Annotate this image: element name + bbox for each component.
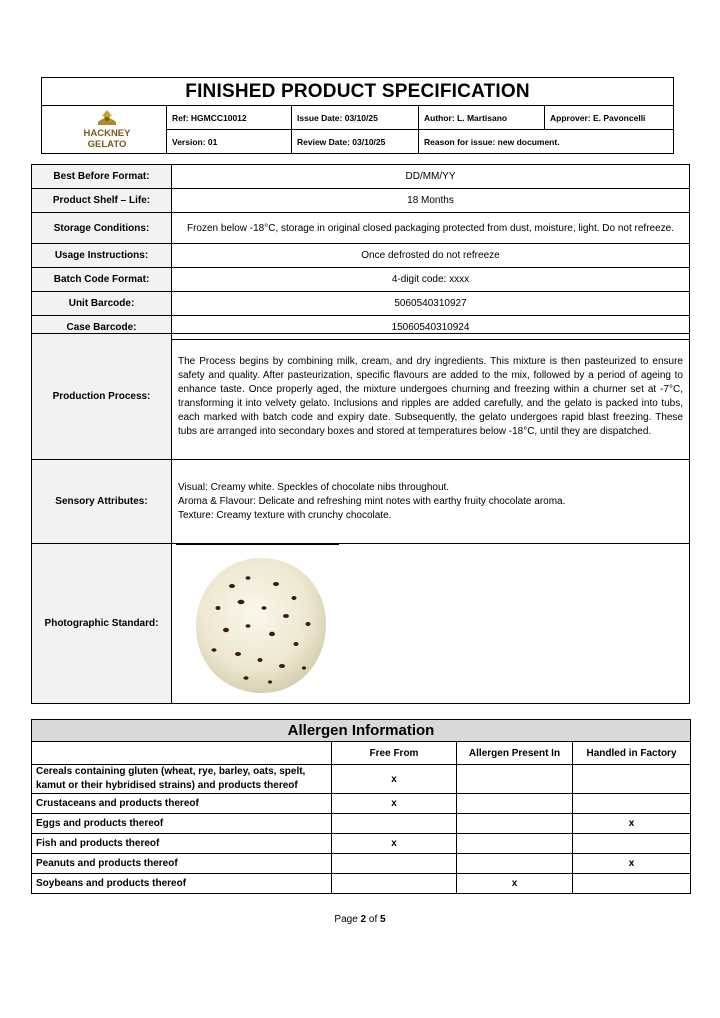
of-word: of [368, 914, 378, 925]
sensory-label: Sensory Attributes: [32, 460, 172, 544]
approver-field: Approver: E. Pavoncelli [545, 106, 674, 130]
allergen-header-blank [32, 742, 332, 765]
present-in-mark [457, 834, 573, 854]
spec-label: Best Before Format: [32, 165, 172, 189]
gelato-scoop-image [186, 550, 336, 700]
issue-date-field: Issue Date: 03/10/25 [292, 106, 419, 130]
allergen-name: Soybeans and products thereof [32, 874, 332, 894]
free-from-mark: x [332, 765, 457, 794]
spec-value: Frozen below -18°C, storage in original closed packaging protected from dust, moisture, light. Do not refreeze. [172, 213, 690, 244]
photo-row [32, 544, 690, 704]
present-in-mark [457, 794, 573, 814]
handled-mark [573, 874, 691, 894]
spec-value: 18 Months [172, 189, 690, 213]
spec-value: Once defrosted do not refreeze [172, 244, 690, 268]
spec-label: Unit Barcode: [32, 292, 172, 316]
page-current: 2 [360, 914, 367, 925]
production-row [32, 334, 690, 460]
header-table [41, 77, 674, 154]
reason-field: Reason for issue: new document. [419, 130, 674, 154]
present-in-mark: x [457, 874, 573, 894]
present-in-mark [457, 854, 573, 874]
allergen-row [32, 874, 691, 894]
allergen-name: Crustaceans and products thereof [32, 794, 332, 814]
spec-row [32, 244, 690, 268]
spec-value: 15060540310924 [172, 316, 690, 340]
production-table [31, 333, 690, 704]
ref-field: Ref: HGMCC10012 [167, 106, 292, 130]
photo-rule [176, 544, 339, 545]
production-process-text: The Process begins by combining milk, cream, and dry ingredients. This mixture is then pasteurized to ensure safety and quality. After pasteurization, specific flavours are added to the mix, followed by a period of ageing to enhance taste. Once properly aged, the mixture undergoes churning and freezing within a churner set at -7°C, transforming it into velvety gelato. Inclusions and ripples are added carefully, and the gelato is packed into tubs, each marked with batch code and expiry date. Subsequently, the gelato undergoes rapid blast freezing. These tubs are arranged into secondary boxes and stored at temperatures below -18°C, until they are dispatched. [172, 334, 690, 460]
col-free-from: Free From [332, 742, 457, 765]
sensory-text [172, 460, 690, 544]
spec-row [32, 189, 690, 213]
spec-label: Storage Conditions: [32, 213, 172, 244]
page-total: 5 [380, 914, 386, 925]
sensory-aroma: Aroma & Flavour: Delicate and refreshing mint notes with earthy fruity chocolate aroma. [178, 495, 566, 507]
allergen-title: Allergen Information [32, 720, 691, 742]
free-from-mark [332, 814, 457, 834]
spec-row [32, 268, 690, 292]
author-field: Author: L. Martisano [419, 106, 545, 130]
allergen-name: Fish and products thereof [32, 834, 332, 854]
allergen-row [32, 765, 691, 794]
spec-value: 5060540310927 [172, 292, 690, 316]
handled-mark: x [573, 814, 691, 834]
spec-table [31, 164, 690, 340]
spec-label: Product Shelf – Life: [32, 189, 172, 213]
allergen-row [32, 854, 691, 874]
allergen-name: Cereals containing gluten (wheat, rye, barley, oats, spelt, kamut or their hybridised strains) and products thereof [32, 765, 332, 794]
allergen-name: Peanuts and products thereof [32, 854, 332, 874]
spec-value: DD/MM/YY [172, 165, 690, 189]
spec-value: 4-digit code: xxxx [172, 268, 690, 292]
handled-mark [573, 765, 691, 794]
free-from-mark: x [332, 834, 457, 854]
free-from-mark: x [332, 794, 457, 814]
spec-label: Usage Instructions: [32, 244, 172, 268]
page-number [0, 914, 720, 925]
logo-emblem-icon [76, 108, 138, 150]
spec-row [32, 292, 690, 316]
logo-text-line2: GELATO [87, 138, 126, 150]
spec-label: Case Barcode: [32, 316, 172, 340]
allergen-name: Eggs and products thereof [32, 814, 332, 834]
allergen-table [31, 719, 691, 894]
sensory-visual: Visual: Creamy white. Speckles of chocolate nibs throughout. [178, 481, 450, 493]
spec-label: Batch Code Format: [32, 268, 172, 292]
free-from-mark [332, 874, 457, 894]
spec-row [32, 213, 690, 244]
allergen-row [32, 794, 691, 814]
sensory-texture: Texture: Creamy texture with crunchy chocolate. [178, 509, 392, 521]
col-handled-in-factory: Handled in Factory [573, 742, 691, 765]
spec-row [32, 165, 690, 189]
present-in-mark [457, 765, 573, 794]
page-word: Page [334, 914, 358, 925]
version-field: Version: 01 [167, 130, 292, 154]
allergen-row [32, 814, 691, 834]
review-date-field: Review Date: 03/10/25 [292, 130, 419, 154]
company-logo [42, 106, 167, 154]
handled-mark: x [573, 854, 691, 874]
logo-text-line1: HACKNEY [83, 127, 130, 139]
sensory-row [32, 460, 690, 544]
present-in-mark [457, 814, 573, 834]
handled-mark [573, 794, 691, 814]
photo-cell [172, 544, 690, 704]
allergen-row [32, 834, 691, 854]
handled-mark [573, 834, 691, 854]
production-process-label: Production Process: [32, 334, 172, 460]
photo-label: Photographic Standard: [32, 544, 172, 704]
free-from-mark [332, 854, 457, 874]
col-allergen-present: Allergen Present In [457, 742, 573, 765]
document-title: FINISHED PRODUCT SPECIFICATION [42, 78, 674, 106]
